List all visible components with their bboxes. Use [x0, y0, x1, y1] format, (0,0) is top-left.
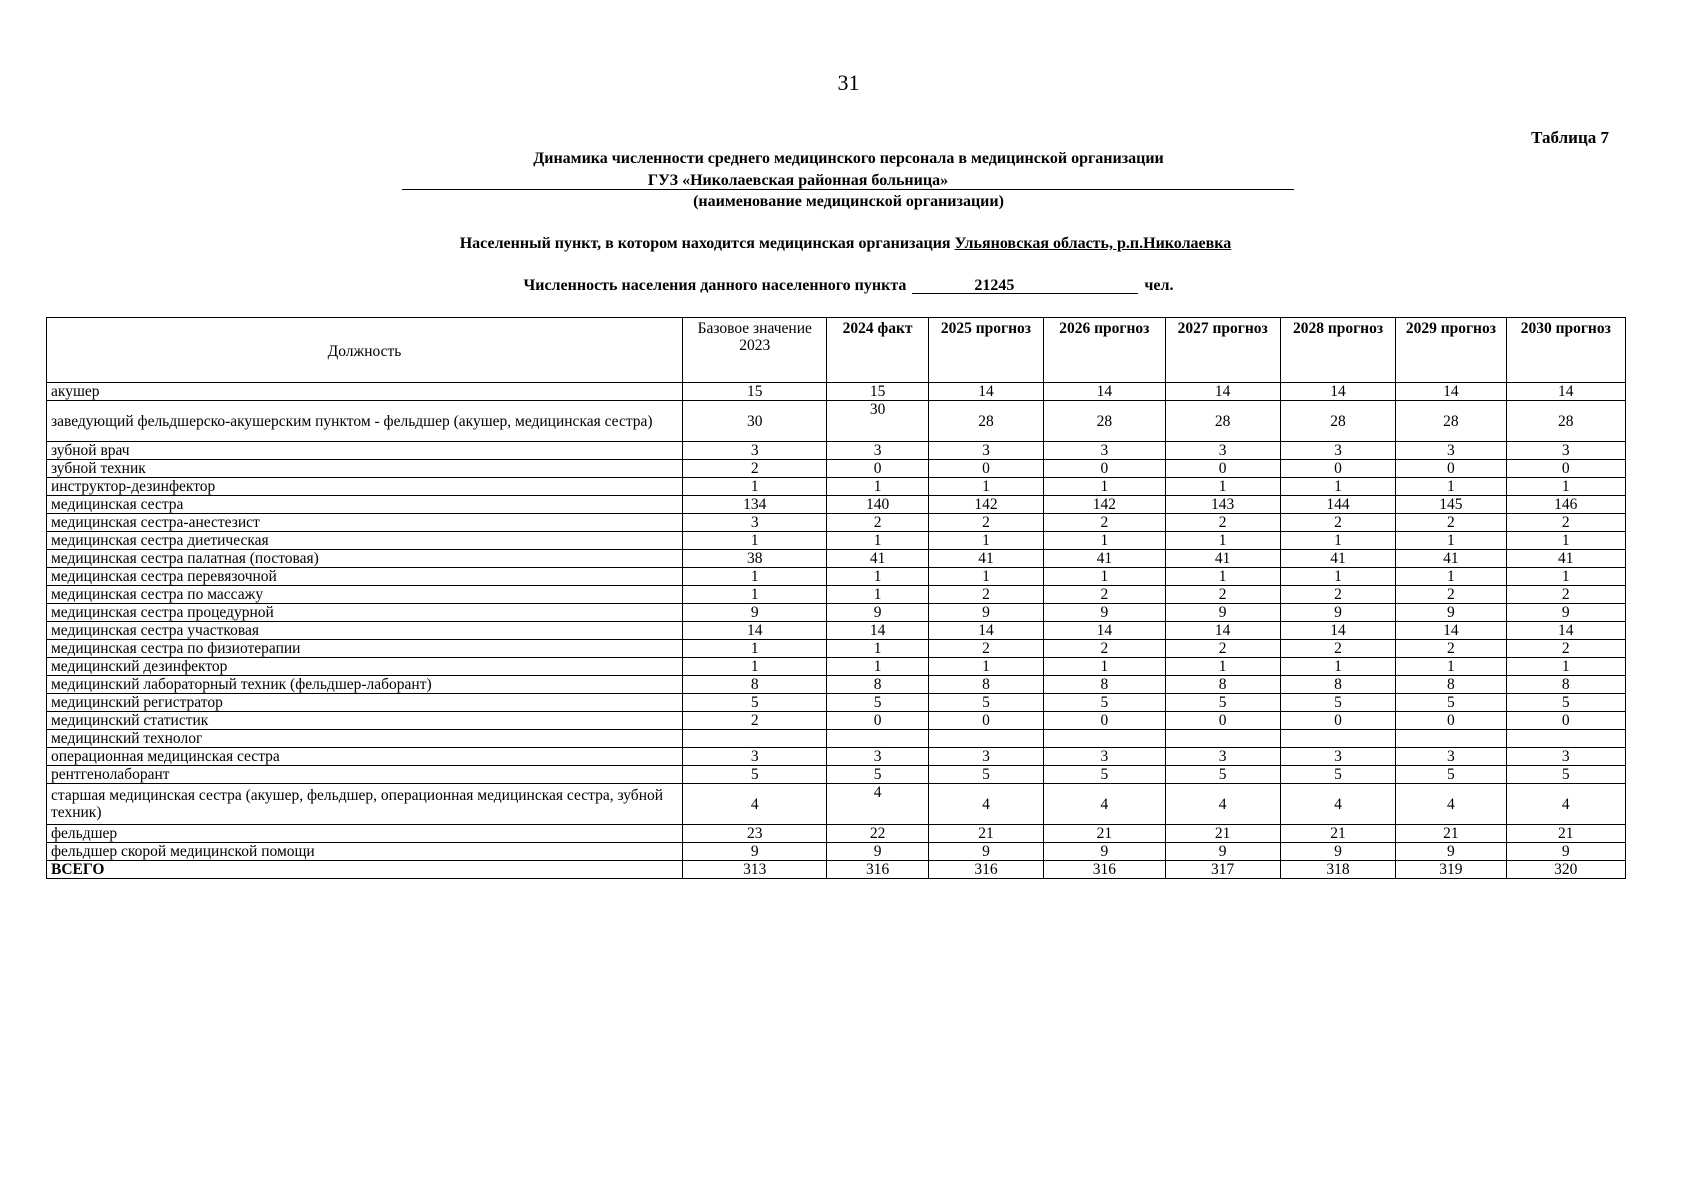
value-cell: 21 [1396, 825, 1506, 843]
value-cell: 14 [1506, 622, 1625, 640]
population-blank [912, 278, 1138, 294]
header-2024: 2024 факт [827, 318, 928, 383]
table-row [47, 843, 1626, 861]
position-cell: операционная медицинская сестра [47, 748, 683, 766]
locality-line [0, 235, 1697, 253]
value-cell: 316 [1044, 861, 1165, 879]
position-cell: ВСЕГО [47, 861, 683, 879]
value-cell [1165, 730, 1280, 748]
table-row [47, 712, 1626, 730]
value-cell: 41 [1165, 550, 1280, 568]
population-line [0, 277, 1697, 295]
value-cell: 4 [1165, 784, 1280, 825]
value-cell: 9 [1280, 843, 1395, 861]
value-cell [683, 730, 827, 748]
value-cell: 319 [1396, 861, 1506, 879]
value-cell: 21 [1044, 825, 1165, 843]
page-number: 31 [837, 70, 860, 95]
value-cell: 3 [1044, 748, 1165, 766]
staff-table [46, 317, 1626, 879]
table-row [47, 514, 1626, 532]
value-cell: 9 [1396, 604, 1506, 622]
table-row [47, 676, 1626, 694]
value-cell: 1 [683, 586, 827, 604]
value-cell: 316 [827, 861, 928, 879]
value-cell: 1 [827, 640, 928, 658]
table-row [47, 766, 1626, 784]
value-cell: 142 [1044, 496, 1165, 514]
value-cell: 2 [683, 712, 827, 730]
value-cell: 0 [928, 460, 1043, 478]
value-cell: 15 [683, 383, 827, 401]
value-cell: 1 [1165, 532, 1280, 550]
value-cell: 0 [1044, 712, 1165, 730]
value-cell: 14 [1044, 622, 1165, 640]
value-cell: 41 [1506, 550, 1625, 568]
position-cell: фельдшер [47, 825, 683, 843]
value-cell: 8 [827, 676, 928, 694]
value-cell: 2 [1396, 640, 1506, 658]
value-cell: 3 [1165, 748, 1280, 766]
value-cell: 14 [1506, 383, 1625, 401]
value-cell: 0 [827, 712, 928, 730]
table-row [47, 604, 1626, 622]
value-cell: 2 [1506, 586, 1625, 604]
table-row [47, 496, 1626, 514]
header-2028: 2028 прогноз [1280, 318, 1395, 383]
value-cell: 9 [1044, 604, 1165, 622]
value-cell [827, 730, 928, 748]
value-cell: 28 [1506, 401, 1625, 442]
value-cell: 41 [1396, 550, 1506, 568]
locality-value: Ульяновская область, р.п.Николаевка [954, 235, 1232, 252]
header-2030: 2030 прогноз [1506, 318, 1625, 383]
value-cell: 145 [1396, 496, 1506, 514]
value-cell: 28 [1280, 401, 1395, 442]
value-cell: 5 [1280, 694, 1395, 712]
value-cell: 4 [1280, 784, 1395, 825]
table-row [47, 658, 1626, 676]
value-cell: 5 [1044, 766, 1165, 784]
value-cell: 1 [683, 658, 827, 676]
value-cell: 14 [1280, 383, 1395, 401]
population-unit: чел. [1144, 277, 1174, 294]
value-cell: 2 [1506, 640, 1625, 658]
value-cell: 2 [928, 586, 1043, 604]
value-cell: 15 [827, 383, 928, 401]
value-cell: 1 [683, 568, 827, 586]
table-label: Таблица 7 [1531, 128, 1609, 147]
value-cell: 0 [1506, 712, 1625, 730]
value-cell: 3 [683, 748, 827, 766]
value-cell: 4 [1044, 784, 1165, 825]
value-cell: 2 [1044, 514, 1165, 532]
value-cell: 1 [683, 532, 827, 550]
value-cell: 41 [827, 550, 928, 568]
value-cell: 9 [928, 604, 1043, 622]
value-cell: 4 [683, 784, 827, 825]
table-row [47, 640, 1626, 658]
value-cell: 8 [1396, 676, 1506, 694]
value-cell: 2 [1165, 514, 1280, 532]
value-cell: 9 [827, 843, 928, 861]
table-row [47, 442, 1626, 460]
value-cell: 23 [683, 825, 827, 843]
position-cell: медицинская сестра перевязочной [47, 568, 683, 586]
table-row [47, 825, 1626, 843]
locality-label: Населенный пункт, в котором находится медицинская организация [459, 235, 951, 252]
value-cell: 14 [1165, 622, 1280, 640]
header-2029: 2029 прогноз [1396, 318, 1506, 383]
value-cell [1280, 730, 1395, 748]
table-body [47, 383, 1626, 879]
value-cell: 2 [1396, 586, 1506, 604]
value-cell: 3 [683, 442, 827, 460]
value-cell: 9 [683, 604, 827, 622]
position-cell: медицинский технолог [47, 730, 683, 748]
value-cell: 28 [1165, 401, 1280, 442]
value-cell: 1 [1396, 658, 1506, 676]
header-2025: 2025 прогноз [928, 318, 1043, 383]
value-cell: 313 [683, 861, 827, 879]
position-cell: медицинская сестра по физиотерапии [47, 640, 683, 658]
position-cell: акушер [47, 383, 683, 401]
value-cell: 14 [928, 383, 1043, 401]
value-cell: 2 [827, 514, 928, 532]
value-cell: 3 [928, 748, 1043, 766]
value-cell: 1 [827, 568, 928, 586]
value-cell: 1 [928, 658, 1043, 676]
value-cell: 4 [928, 784, 1043, 825]
value-cell: 1 [827, 658, 928, 676]
value-cell: 8 [1165, 676, 1280, 694]
value-cell [1044, 730, 1165, 748]
value-cell: 2 [928, 640, 1043, 658]
value-cell: 8 [1044, 676, 1165, 694]
value-cell: 2 [1506, 514, 1625, 532]
value-cell: 0 [1044, 460, 1165, 478]
value-cell: 28 [928, 401, 1043, 442]
value-cell: 9 [928, 843, 1043, 861]
position-cell: медицинская сестра-анестезист [47, 514, 683, 532]
value-cell: 0 [827, 460, 928, 478]
organization-name-line [402, 172, 1294, 190]
header-2026: 2026 прогноз [1044, 318, 1165, 383]
value-cell: 21 [1506, 825, 1625, 843]
value-cell: 5 [1280, 766, 1395, 784]
table-row [47, 550, 1626, 568]
organization-name: ГУЗ «Николаевская районная больница» [647, 172, 949, 189]
value-cell: 9 [1044, 843, 1165, 861]
population-label: Численность населения данного населенного пункта [523, 277, 907, 294]
value-cell: 1 [683, 478, 827, 496]
position-cell: зубной техник [47, 460, 683, 478]
value-cell: 8 [1506, 676, 1625, 694]
value-cell: 8 [1280, 676, 1395, 694]
value-cell: 2 [1165, 640, 1280, 658]
table-row [47, 694, 1626, 712]
value-cell: 1 [1280, 658, 1395, 676]
table-row [47, 748, 1626, 766]
value-cell: 9 [1506, 604, 1625, 622]
position-cell: фельдшер скорой медицинской помощи [47, 843, 683, 861]
header-base-2023: Базовое значение 2023 [683, 318, 827, 383]
value-cell: 22 [827, 825, 928, 843]
value-cell: 2 [928, 514, 1043, 532]
value-cell: 1 [1396, 568, 1506, 586]
value-cell: 2 [1044, 586, 1165, 604]
header-2027: 2027 прогноз [1165, 318, 1280, 383]
value-cell: 1 [1280, 568, 1395, 586]
value-cell: 38 [683, 550, 827, 568]
table-header-row [47, 318, 1626, 383]
table-row [47, 730, 1626, 748]
value-cell: 9 [1165, 843, 1280, 861]
position-cell: заведующий фельдшерско-акушерским пунктом - фельдшер (акушер, медицинская сестра) [47, 401, 683, 442]
value-cell: 0 [1396, 460, 1506, 478]
value-cell: 142 [928, 496, 1043, 514]
value-cell: 1 [1165, 568, 1280, 586]
value-cell: 9 [1165, 604, 1280, 622]
organization-caption: (наименование медицинской организации) [693, 193, 1004, 210]
value-cell: 5 [928, 694, 1043, 712]
value-cell: 5 [827, 694, 928, 712]
table-row [47, 586, 1626, 604]
value-cell: 0 [1165, 712, 1280, 730]
position-cell: медицинская сестра по массажу [47, 586, 683, 604]
value-cell: 0 [1165, 460, 1280, 478]
value-cell: 2 [1165, 586, 1280, 604]
value-cell: 0 [1506, 460, 1625, 478]
value-cell: 28 [1396, 401, 1506, 442]
value-cell: 9 [1396, 843, 1506, 861]
value-cell [1506, 730, 1625, 748]
position-cell: медицинская сестра участковая [47, 622, 683, 640]
value-cell: 14 [928, 622, 1043, 640]
value-cell: 2 [1280, 586, 1395, 604]
position-cell: зубной врач [47, 442, 683, 460]
value-cell: 0 [1280, 712, 1395, 730]
value-cell: 21 [1165, 825, 1280, 843]
value-cell: 5 [683, 766, 827, 784]
value-cell: 1 [1165, 658, 1280, 676]
value-cell: 1 [1280, 532, 1395, 550]
value-cell: 3 [1396, 442, 1506, 460]
value-cell: 2 [1044, 640, 1165, 658]
value-cell: 14 [1396, 622, 1506, 640]
value-cell: 5 [683, 694, 827, 712]
value-cell: 1 [827, 586, 928, 604]
value-cell: 30 [827, 401, 928, 442]
position-cell: медицинская сестра диетическая [47, 532, 683, 550]
value-cell: 3 [827, 442, 928, 460]
value-cell [928, 730, 1043, 748]
value-cell: 146 [1506, 496, 1625, 514]
value-cell: 1 [928, 568, 1043, 586]
table-row [47, 622, 1626, 640]
table-row [47, 532, 1626, 550]
value-cell: 143 [1165, 496, 1280, 514]
value-cell: 317 [1165, 861, 1280, 879]
value-cell: 8 [683, 676, 827, 694]
value-cell: 318 [1280, 861, 1395, 879]
value-cell: 14 [1165, 383, 1280, 401]
value-cell: 3 [1280, 442, 1395, 460]
value-cell: 3 [1044, 442, 1165, 460]
value-cell: 3 [1506, 442, 1625, 460]
value-cell: 5 [928, 766, 1043, 784]
value-cell: 3 [1396, 748, 1506, 766]
value-cell: 14 [1044, 383, 1165, 401]
position-cell: рентгенолаборант [47, 766, 683, 784]
value-cell: 3 [1165, 442, 1280, 460]
header-position: Должность [47, 318, 683, 383]
value-cell: 1 [1044, 478, 1165, 496]
value-cell: 28 [1044, 401, 1165, 442]
value-cell: 8 [928, 676, 1043, 694]
value-cell: 1 [683, 640, 827, 658]
position-cell: медицинский регистратор [47, 694, 683, 712]
value-cell: 2 [1280, 514, 1395, 532]
value-cell: 41 [928, 550, 1043, 568]
table-row [47, 784, 1626, 825]
value-cell: 3 [827, 748, 928, 766]
table-row [47, 383, 1626, 401]
total-row [47, 861, 1626, 879]
value-cell: 140 [827, 496, 928, 514]
value-cell: 1 [1396, 478, 1506, 496]
value-cell: 21 [928, 825, 1043, 843]
value-cell: 1 [1044, 532, 1165, 550]
value-cell: 316 [928, 861, 1043, 879]
value-cell: 3 [683, 514, 827, 532]
value-cell: 5 [1165, 766, 1280, 784]
value-cell: 1 [827, 478, 928, 496]
position-cell: медицинская сестра [47, 496, 683, 514]
value-cell: 1 [1396, 532, 1506, 550]
value-cell: 1 [827, 532, 928, 550]
value-cell: 1 [1506, 478, 1625, 496]
value-cell: 3 [1506, 748, 1625, 766]
value-cell: 1 [928, 532, 1043, 550]
position-cell: инструктор-дезинфектор [47, 478, 683, 496]
value-cell: 320 [1506, 861, 1625, 879]
position-cell: медицинская сестра палатная (постовая) [47, 550, 683, 568]
value-cell: 1 [1044, 568, 1165, 586]
value-cell: 30 [683, 401, 827, 442]
value-cell: 5 [1506, 766, 1625, 784]
position-cell: медицинская сестра процедурной [47, 604, 683, 622]
value-cell: 4 [827, 784, 928, 825]
value-cell: 14 [827, 622, 928, 640]
value-cell: 4 [1396, 784, 1506, 825]
value-cell: 0 [1396, 712, 1506, 730]
value-cell: 3 [928, 442, 1043, 460]
value-cell: 1 [1506, 532, 1625, 550]
value-cell: 0 [1280, 460, 1395, 478]
value-cell: 14 [1280, 622, 1395, 640]
value-cell: 5 [1396, 766, 1506, 784]
value-cell: 3 [1280, 748, 1395, 766]
value-cell: 9 [1280, 604, 1395, 622]
value-cell: 21 [1280, 825, 1395, 843]
value-cell: 9 [683, 843, 827, 861]
table-row [47, 568, 1626, 586]
table-row [47, 401, 1626, 442]
position-cell: медицинский лабораторный техник (фельдшер-лаборант) [47, 676, 683, 694]
table-row [47, 460, 1626, 478]
value-cell: 2 [1280, 640, 1395, 658]
value-cell: 14 [1396, 383, 1506, 401]
value-cell: 5 [1044, 694, 1165, 712]
value-cell: 0 [928, 712, 1043, 730]
value-cell [1396, 730, 1506, 748]
value-cell: 9 [1506, 843, 1625, 861]
value-cell: 41 [1044, 550, 1165, 568]
value-cell: 14 [683, 622, 827, 640]
value-cell: 41 [1280, 550, 1395, 568]
value-cell: 5 [1165, 694, 1280, 712]
value-cell: 1 [1044, 658, 1165, 676]
position-cell: медицинский дезинфектор [47, 658, 683, 676]
value-cell: 2 [1396, 514, 1506, 532]
position-cell: медицинский статистик [47, 712, 683, 730]
value-cell: 4 [1506, 784, 1625, 825]
value-cell: 1 [1506, 658, 1625, 676]
population-value: 21245 [974, 277, 1015, 294]
value-cell: 1 [1280, 478, 1395, 496]
value-cell: 1 [1165, 478, 1280, 496]
value-cell: 9 [827, 604, 928, 622]
value-cell: 1 [928, 478, 1043, 496]
document-title: Динамика численности среднего медицинского персонала в медицинской организации [533, 150, 1164, 167]
value-cell: 144 [1280, 496, 1395, 514]
table-row [47, 478, 1626, 496]
value-cell: 5 [1396, 694, 1506, 712]
value-cell: 5 [1506, 694, 1625, 712]
value-cell: 2 [683, 460, 827, 478]
value-cell: 1 [1506, 568, 1625, 586]
value-cell: 134 [683, 496, 827, 514]
position-cell: старшая медицинская сестра (акушер, фельдшер, операционная медицинская сестра, зубной техник) [47, 784, 683, 825]
value-cell: 5 [827, 766, 928, 784]
